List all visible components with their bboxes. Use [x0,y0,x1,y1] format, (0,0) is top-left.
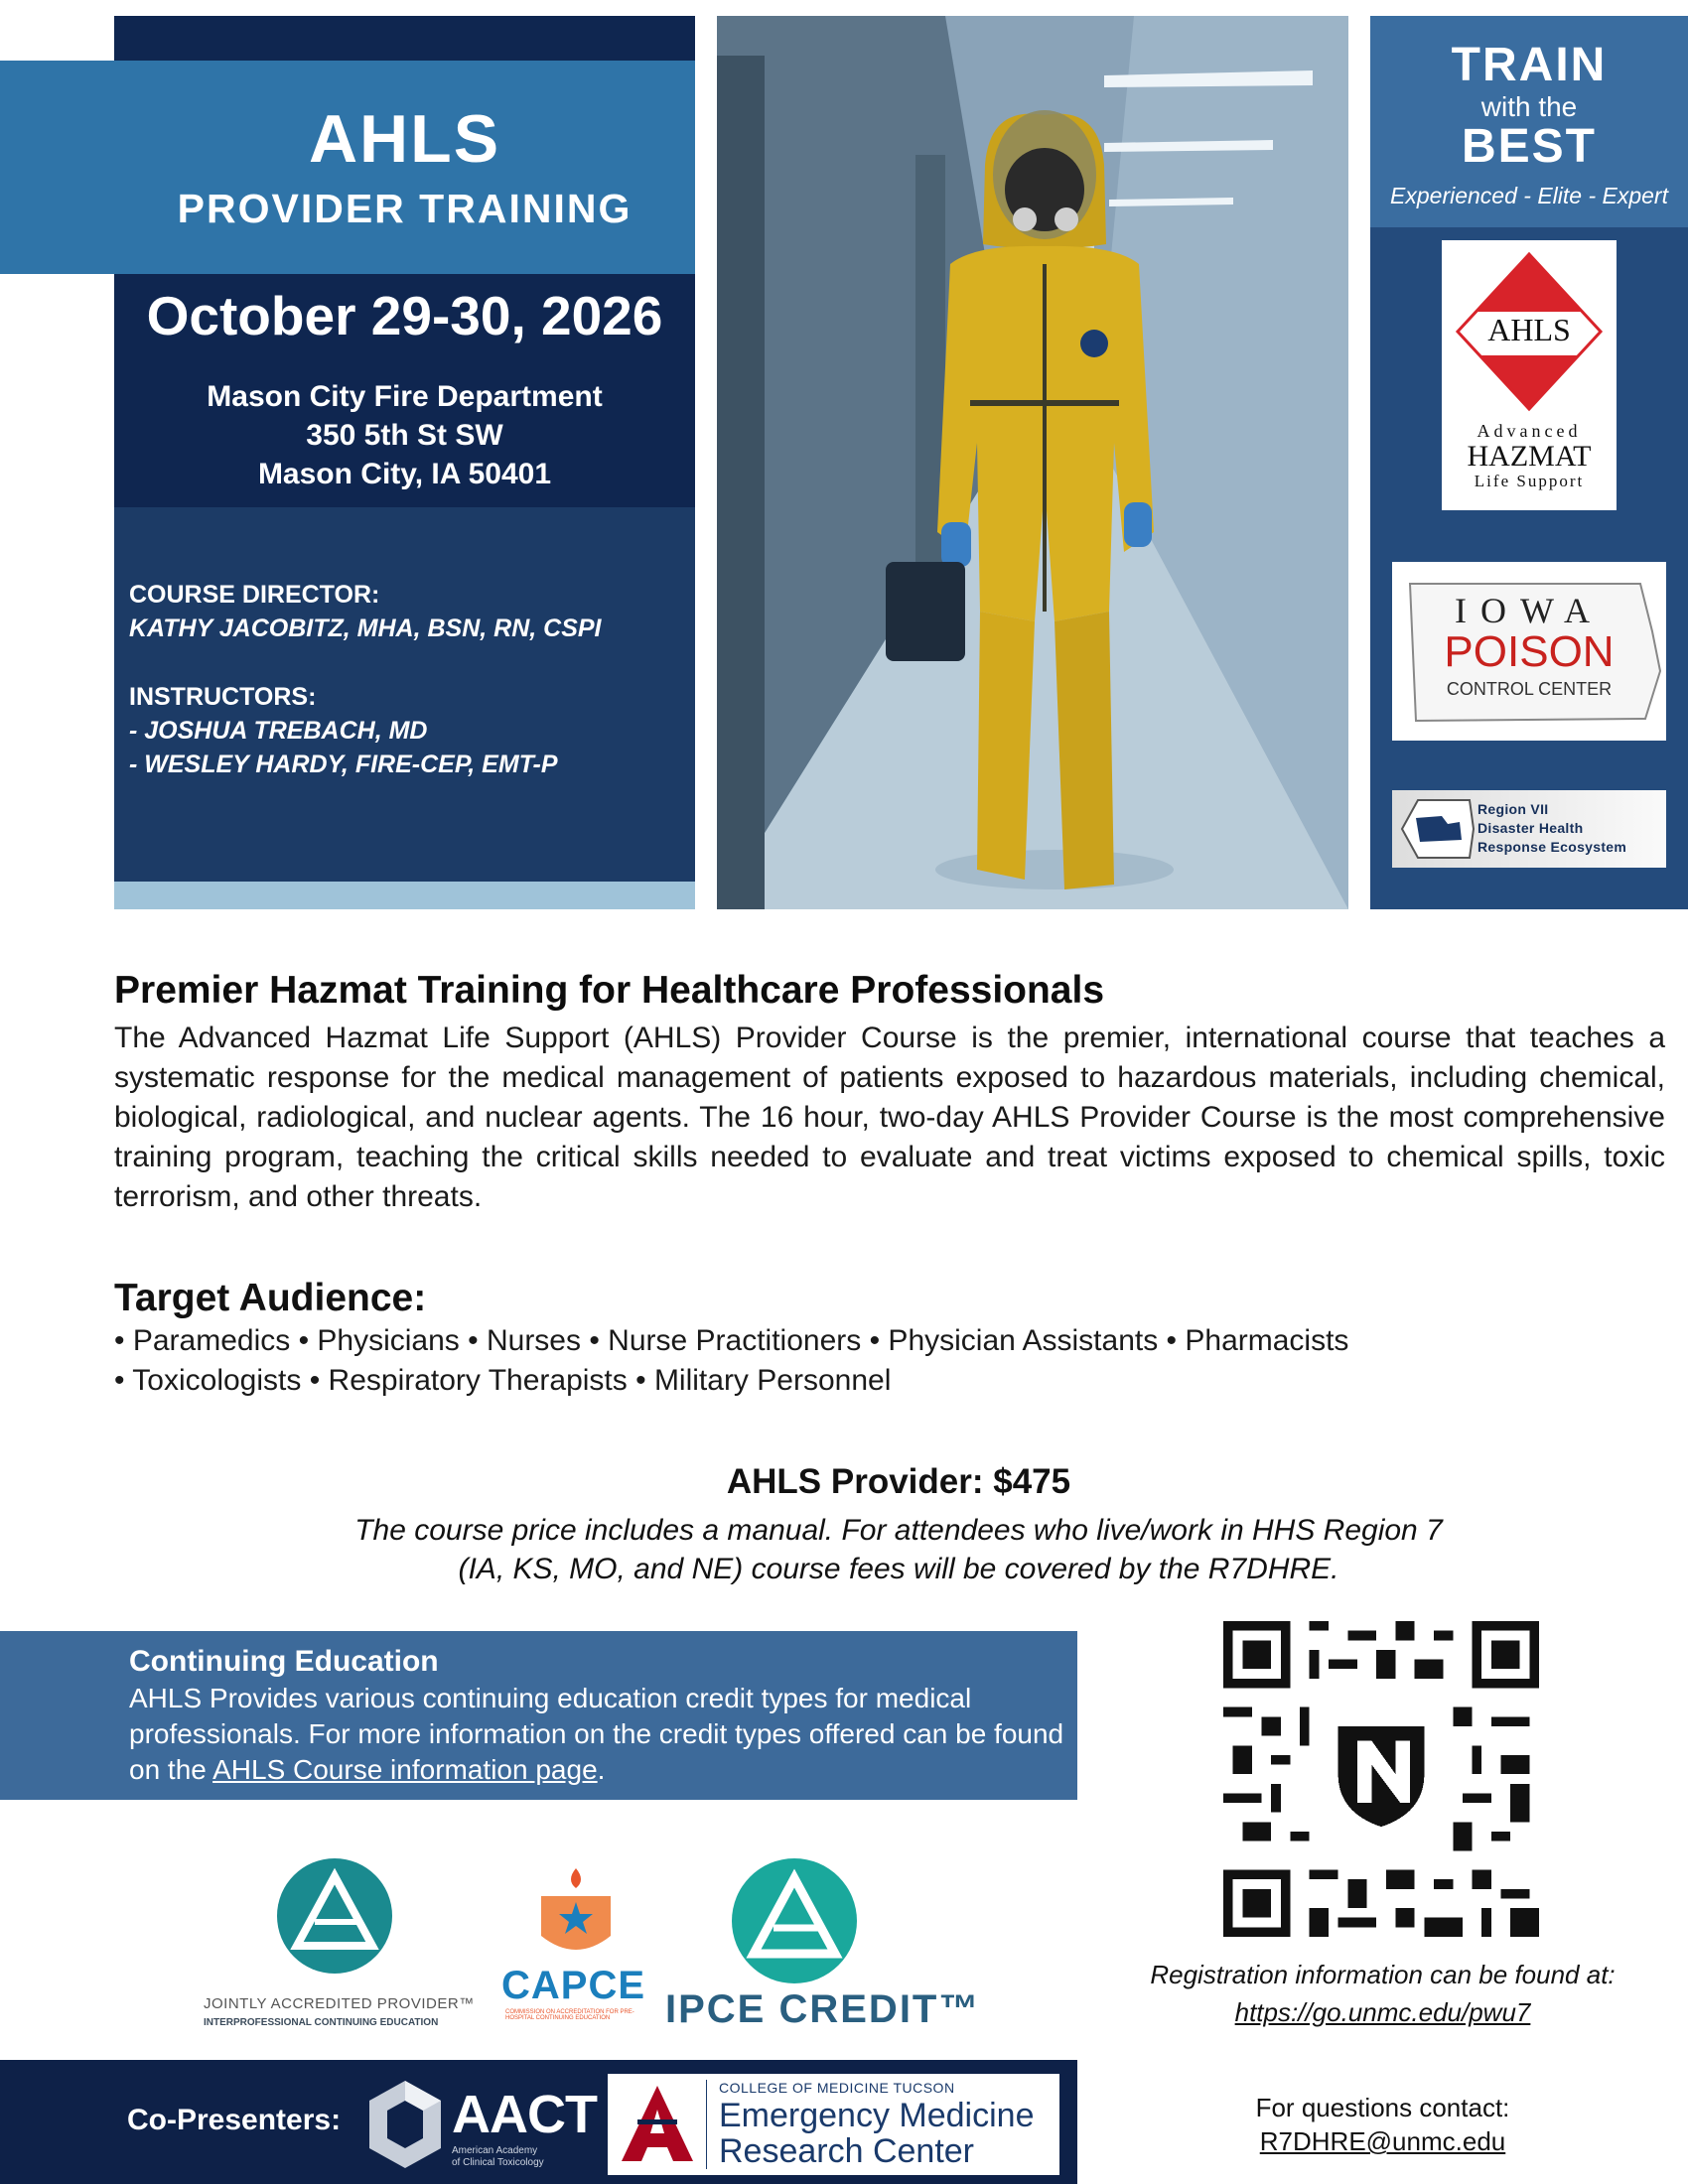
hazmat-suit-photo [717,16,1348,909]
continuing-education-box [0,1631,1077,1800]
ce-period: . [597,1754,606,1785]
region-line-3: Response Ecosystem [1477,839,1627,855]
capce-star-icon [531,1866,621,1966]
region-line-1: Region VII [1477,801,1549,817]
event-date: October 29-30, 2026 [146,285,663,346]
course-director-name: KATHY JACOBITZ, MHA, BSN, RN, CSPI [129,614,602,642]
ce-body: AHLS Provides various continuing education credit types for medical professionals. For more information on the credit types offered can be found on the [129,1683,1064,1785]
aact-logo [365,2072,597,2177]
ahls-logo-life-support: Life Support [1474,472,1585,490]
poison-word: POISON [1444,627,1615,676]
registration-label: Registration information can be found at: [1150,1960,1616,1989]
section-headline: Premier Hazmat Training for Healthcare Professionals [114,969,1105,1012]
contact-info [1112,2091,1653,2158]
aact-sub-1: American Academy [452,2145,538,2156]
course-director-label: COURSE DIRECTOR: [129,581,380,609]
region-line-2: Disaster Health [1477,820,1584,836]
capce-logo [501,1866,650,2025]
ce-info-link[interactable]: AHLS Course information page [212,1754,598,1785]
price-title: AHLS Provider: $475 [726,1462,1071,1501]
page-title: AHLS [308,101,501,177]
ahls-logo-advanced: Advanced [1477,421,1582,441]
region-map-icon [1398,790,1477,868]
page-subtitle: PROVIDER TRAINING [177,186,633,231]
copresenters-bar [0,2060,1077,2184]
jointly-line-2: INTERPROFESSIONAL CONTINUING EDUCATION [204,2017,439,2028]
course-description: The Advanced Hazmat Life Support (AHLS) Provider Course is the premier, international course that teaches a systematic response for the medical management of patients exposed to hazardous materials, including chemical, biological, radiological, and nuclear agents. The 16 hour, two-day AHLS Provider Course is the most comprehensive training program, teaching the critical skills needed to evaluate and treat victims exposed to chemical spills, toxic terrorism, and other threats. [114,1022,1665,1213]
tagline: Experienced - Elite - Expert [1390,183,1668,208]
ce-text [129,1681,1067,1788]
iowa-poison-logo [1392,562,1666,741]
qr-code-icon [1223,1621,1539,1937]
instructors-label: INSTRUCTORS: [129,683,317,711]
audience-line-1: • Paramedics • Physicians • Nurses • Nurse Practitioners • Physician Assistants • Pharmacists [114,1324,1349,1357]
venue-name: Mason City Fire Department [207,380,603,413]
jointly-accredited-logo [204,1856,501,2035]
emrc-line-2: Research Center [719,2132,975,2170]
emrc-name [719,2098,1034,2169]
capce-word: CAPCE [501,1964,646,2007]
ce-title: Continuing Education [129,1645,439,1678]
arizona-a-icon [608,2074,707,2175]
instructor-2: - WESLEY HARDY, FIRE-CEP, EMT-P [129,751,558,778]
emrc-line-1: Emergency Medicine [719,2097,1035,2134]
venue-city: Mason City, IA 50401 [257,458,552,490]
contact-label: For questions contact: [1255,2093,1510,2122]
ahls-logo-hazmat: HAZMAT [1467,440,1592,473]
audience-title: Target Audience: [114,1277,427,1319]
jointly-line-1: JOINTLY ACCREDITED PROVIDER™ [204,1995,475,2012]
staff-list [129,578,685,781]
right-panel [1370,16,1688,909]
contact-email-link[interactable]: R7DHRE@unmc.edu [1259,2126,1506,2156]
control-center-word: CONTROL CENTER [1446,679,1613,699]
ipce-word: IPCE CREDIT™ [665,1987,981,2031]
price-note [258,1511,1539,1588]
aact-hexagon-icon [365,2077,445,2172]
ipce-credit-icon [730,1856,859,1985]
audience-line-2: • Toxicologists • Respiratory Therapists • Military Personnel [114,1364,892,1397]
emrc-college: COLLEGE OF MEDICINE TUCSON [719,2080,955,2096]
train-word: TRAIN [1451,39,1608,91]
capce-sub: COMMISSION ON ACCREDITATION FOR PRE-HOSPITAL CONTINUING EDUCATION [505,2009,634,2021]
aact-word: AACT [452,2085,597,2144]
iowa-word: IOWA [1455,591,1604,630]
registration-link[interactable]: https://go.unmc.edu/pwu7 [1234,1997,1531,2027]
emrc-logo [608,2074,1059,2175]
left-panel [114,16,695,909]
ahls-logo-word: AHLS [1487,312,1571,347]
aact-sub-2: of Clinical Toxicology [452,2157,544,2168]
best-word: BEST [1461,120,1597,173]
aact-sub [452,2145,544,2169]
registration-qr-code[interactable] [1223,1621,1539,1937]
region-text [1477,800,1626,857]
venue-address [114,377,695,493]
copresenters-label: Co-Presenters: [127,2104,342,2136]
with-the-word: with the [1480,91,1578,122]
price-note-line-1: The course price includes a manual. For attendees who live/work in HHS Region 7 [354,1514,1443,1547]
ahls-logo [1442,240,1617,510]
region-vii-logo [1392,790,1666,868]
train-with-best-header [1370,16,1688,227]
title-band [0,61,695,274]
ipce-credit-logo [665,1856,981,2035]
registration-info [1112,1956,1653,2031]
venue-street: 350 5th St SW [306,419,503,452]
jointly-accredited-icon [275,1856,394,1976]
instructor-1: - JOSHUA TREBACH, MD [129,717,428,745]
price-note-line-2: (IA, KS, MO, and NE) course fees will be covered by the R7DHRE. [458,1553,1339,1585]
left-panel-strip [114,882,695,909]
